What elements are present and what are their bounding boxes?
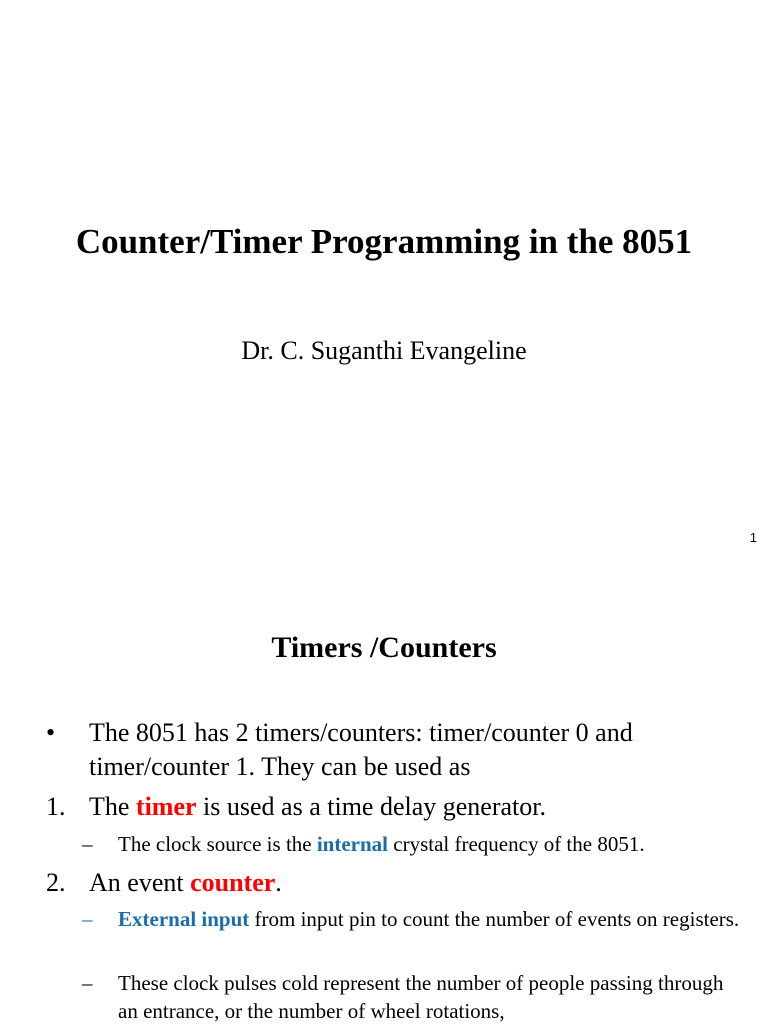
author-name: Dr. C. Suganthi Evangeline: [241, 336, 527, 365]
highlight-internal: internal: [316, 832, 389, 856]
text-segment: The: [89, 792, 136, 821]
dash-mark: –: [82, 971, 93, 995]
bullet-text: The 8051 has 2 timers/counters: timer/counter 0 and timer/counter 1. They can be used as: [89, 718, 633, 781]
list-number: 1.: [46, 792, 66, 821]
dash-mark: –: [82, 907, 93, 931]
sub-item-text: These clock pulses cold represent the number of people passing through an entrance, or the number of wheel rotations,: [118, 971, 724, 1023]
highlight-external-input: External input: [118, 907, 250, 931]
presentation-title: Counter/Timer Programming in the 8051: [75, 222, 693, 261]
list-item-text: [89, 790, 739, 824]
page-number: 1: [749, 530, 757, 545]
dash-mark: –: [82, 832, 93, 856]
sub-item-text: [118, 905, 748, 933]
text-segment: An event: [89, 868, 191, 897]
sub-item-text: [118, 830, 748, 858]
list-number: 2.: [46, 868, 66, 897]
text-segment: from input pin to count the number of events on registers.: [249, 907, 740, 931]
bullet-mark: •: [46, 718, 56, 747]
text-segment: crystal frequency of the 8051.: [388, 832, 645, 856]
text-segment: is used as a time delay generator.: [196, 792, 546, 821]
slide-title: Timers /Counters: [271, 631, 497, 664]
text-segment: The clock source is the: [118, 832, 317, 856]
text-segment: .: [275, 868, 282, 897]
list-item-text: [89, 866, 739, 900]
highlight-timer: timer: [135, 792, 197, 821]
highlight-counter: counter: [190, 868, 276, 897]
